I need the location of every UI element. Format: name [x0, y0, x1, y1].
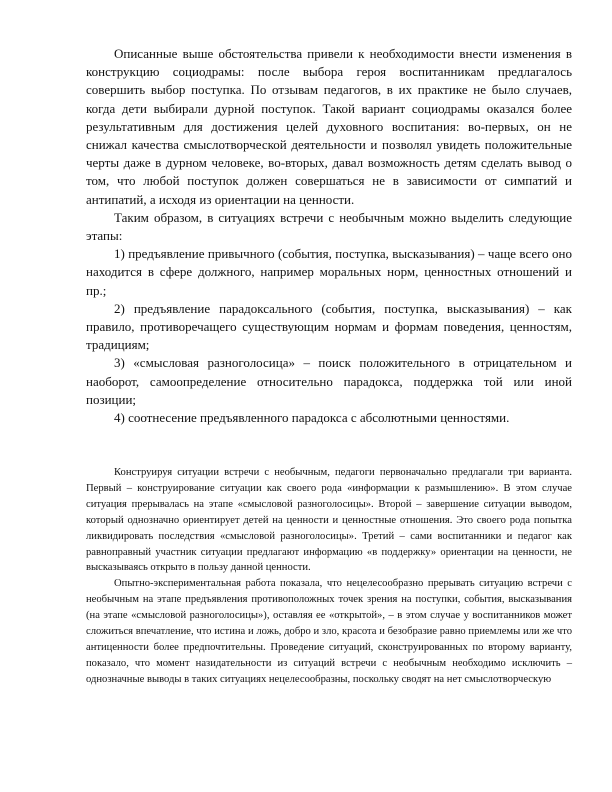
list-item-4: 4) соотнесение предъявленного парадокса с абсолютными ценностями. — [114, 410, 510, 426]
main-text-section — [86, 45, 572, 427]
list-item-1: 1) предъявление привычного (события, поступка, высказывания) – чаще всего оно находится в сфере должного, например моральных норм, ценностных отношений и пр.; — [86, 246, 572, 298]
small-text-section — [86, 465, 572, 688]
paragraph-variants: Конструируя ситуации встречи с необычным, педагоги первоначально предлагали три варианта. Первый – конструирование ситуации как своего рода «информации к размышлению». В этом случае ситуация прерывалась на этапе «смысловой разноголосицы». Второй – завершение ситуации выводом, который однозначно ориентирует детей на ценности и ценностные отношения. Это своего рода попытка ликвидировать последствия «смысловой разноголосицы». Третий – сами воспитанники и педагог как равноправный участник ситуации предлагают информацию «в поддержку» ориентации на ценности, не высказываясь открыто в пользу данной ценности. — [86, 467, 572, 574]
paragraph-experiment: Опытно-экспериментальная работа показала, что нецелесообразно прерывать ситуацию встречи с необычным на этапе предъявления противоположных точек зрения на поступки, события, высказывания (на этапе «смысловой разноголосицы»), оставляя ее «открытой», – в этом случае у воспитанников может сложиться впечатление, что истина и ложь, добро и зло, красота и безобразие равно приемлемы или же что антиценности более предпочтительны. Проведение ситуаций, сконструированных по второму варианту, показало, что момент назидательности из ситуаций встречи с необычным необходимо исключить – однозначные выводы в таких ситуациях нецелесообразны, поскольку сводят на нет смыслотворческую — [86, 578, 572, 685]
paragraph-stages-lead: Таким образом, в ситуациях встречи с необычным можно выделить следующие этапы: — [86, 209, 572, 244]
paragraph-intro: Описанные выше обстоятельства привели к необходимости внести изменения в конструкцию социодрамы: после выбора героя воспитанникам предлагалось совершить выбор поступка. По отзывам педагогов, в их практике не было случаев, когда дети выбирали дурной поступок. Такой вариант социодрамы оказался более результативным для достижения целей духовного воспитания: во-первых, он не снижал качества смыслотворческой деятельности и позволял увидеть положительные черты даже в дурном человеке, во-вторых, давал возможность детям сделать вывод о том, что любой поступок должен совершаться не в зависимости от симпатий и антипатий, а исходя из ориентации на ценности. — [86, 46, 572, 207]
list-item-2: 2) предъявление парадоксального (события, поступка, высказывания) – как правило, противоречащего существующим нормам и формам поведения, ценностям, традициям; — [86, 300, 572, 353]
list-item-3: 3) «смысловая разноголосица» – поиск положительного в отрицательном и наоборот, самоопределение относительно парадокса, поддержка той или иной позиции; — [86, 355, 572, 407]
